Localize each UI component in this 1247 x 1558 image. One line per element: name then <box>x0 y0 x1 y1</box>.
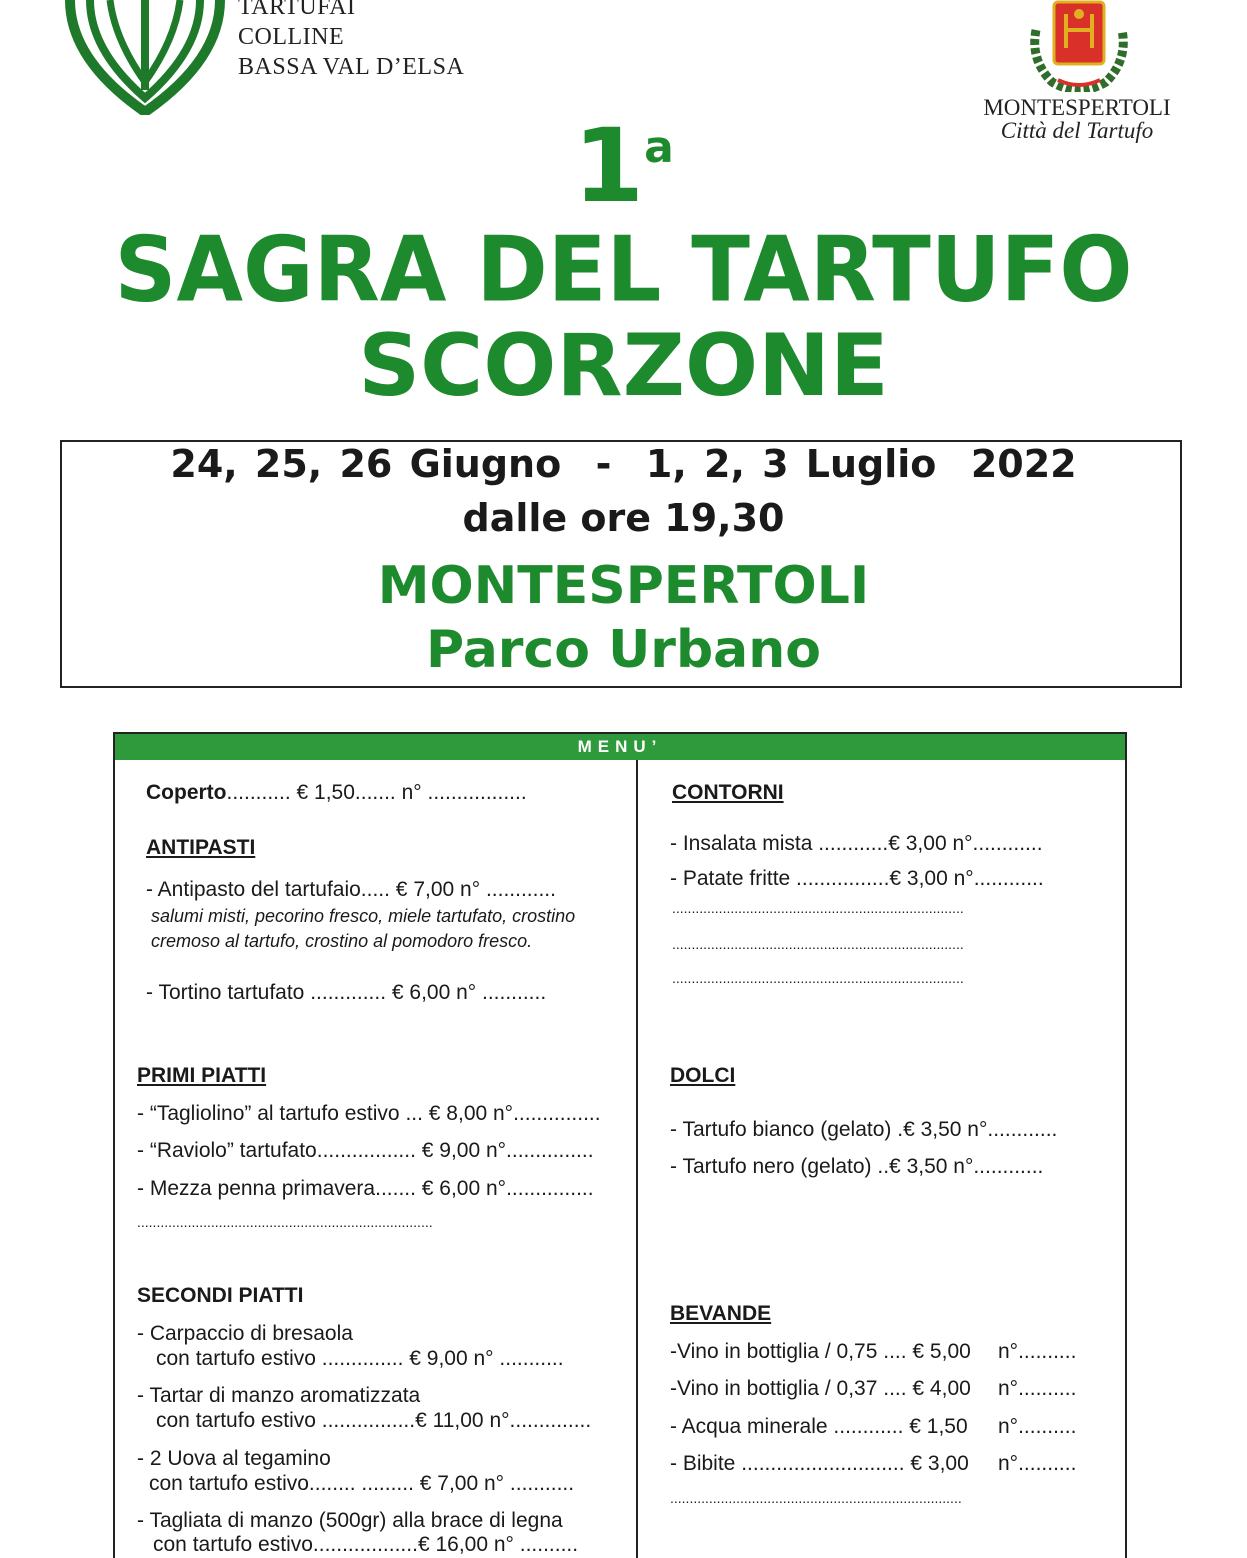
menu-item: - Acqua minerale ............ € 1,50 <box>670 1415 968 1438</box>
truffle-association-logo <box>60 0 230 115</box>
menu-item-count: n°.......... <box>998 1377 1077 1400</box>
section-heading-bevande: BEVANDE <box>670 1302 772 1325</box>
menu-item: -Vino in bottiglia / 0,75 .... € 5,00 <box>670 1340 971 1363</box>
section-heading-primi: PRIMI PIATTI <box>137 1064 267 1087</box>
menu-column-divider <box>636 760 638 1558</box>
coperto-line <box>146 781 527 805</box>
menu-item: - Mezza penna primavera....... € 6,00 n°............... <box>137 1177 594 1200</box>
menu-item: - Patate fritte ................€ 3,00 n°............ <box>670 867 1044 890</box>
section-heading-contorni: CONTORNI <box>672 781 784 804</box>
menu-item-price: con tartufo estivo .............. € 9,00 n° ........... <box>156 1347 564 1370</box>
blank-line: ........................................................................... <box>672 900 964 916</box>
menu-item: - Tartar di manzo aromatizzata <box>137 1384 421 1407</box>
edition-sup: a <box>644 122 674 173</box>
section-heading-secondi: SECONDI PIATTI <box>137 1284 304 1307</box>
menu-item-count: n°.......... <box>998 1452 1077 1475</box>
blank-line: ........................................................................... <box>672 970 964 986</box>
edition-num: 1 <box>573 107 645 226</box>
menu-item-count: n°.......... <box>998 1415 1077 1438</box>
menu-item: - “Raviolo” tartufato................. € 9,00 n°............... <box>137 1139 594 1162</box>
association-line: BASSA VAL D’ELSA <box>238 54 465 80</box>
menu-item-description: salumi misti, pecorino fresco, miele tartufato, crostino <box>151 906 576 926</box>
event-title-line2: SCORZONE <box>358 316 889 416</box>
town-name: MONTESPERTOLI <box>983 95 1171 120</box>
event-title-line1: SAGRA DEL TARTUFO <box>114 217 1133 323</box>
menu-item: - 2 Uova al tegamino <box>137 1447 331 1470</box>
event-dates: 24, 25, 26 Giugno - 1, 2, 3 Luglio 2022 <box>170 442 1077 486</box>
menu-item-count: n°.......... <box>998 1340 1077 1363</box>
menu-item: - Tortino tartufato ............. € 6,00 n° ........... <box>146 981 547 1004</box>
menu-item: - Tagliata di manzo (500gr) alla brace di legna <box>137 1509 563 1532</box>
section-heading-dolci: DOLCI <box>670 1064 736 1087</box>
coperto-price: ........... € 1,50....... n° ................. <box>226 781 527 804</box>
blank-line: ........................................................................... <box>672 936 964 952</box>
event-place: MONTESPERTOLI <box>377 556 870 616</box>
association-line: COLLINE <box>238 24 345 50</box>
menu-item: - Tartufo nero (gelato) ..€ 3,50 n°............ <box>670 1155 1044 1178</box>
association-line: TARTUFAI <box>238 0 356 20</box>
menu-item: - Antipasto del tartufaio..... € 7,00 n° ............ <box>146 878 556 901</box>
event-place-sub: Parco Urbano <box>425 620 822 680</box>
coperto-label: Coperto <box>146 781 227 804</box>
menu-item: - Tartufo bianco (gelato) .€ 3,50 n°............ <box>670 1118 1058 1141</box>
menu-item: - “Tagliolino” al tartufo estivo ... € 8,00 n°............... <box>137 1102 601 1125</box>
menu-item: -Vino in bottiglia / 0,37 .... € 4,00 <box>670 1377 971 1400</box>
menu-item: - Carpaccio di bresaola <box>137 1322 353 1345</box>
menu-item: - Insalata mista ............€ 3,00 n°............ <box>670 832 1043 855</box>
town-crest-icon <box>1022 0 1136 92</box>
blank-line: ........................................................................... <box>670 1490 962 1506</box>
town-subtitle: Città del Tartufo <box>1000 118 1154 143</box>
association-name <box>238 0 464 82</box>
menu-item-price: con tartufo estivo ................€ 11,00 n°.............. <box>156 1409 592 1432</box>
event-hours: dalle ore 19,30 <box>462 496 785 540</box>
menu-item: - Bibite ............................ € 3,00 <box>670 1452 969 1475</box>
section-heading-antipasti: ANTIPASTI <box>146 836 256 859</box>
menu-item-description: cremoso al tartufo, crostino al pomodoro fresco. <box>151 931 533 951</box>
blank-line: ............................................................................ <box>137 1214 433 1230</box>
menu-title: MENU’ <box>577 737 663 756</box>
menu-item-price: con tartufo estivo........ ......... € 7,00 n° ........... <box>149 1472 575 1495</box>
menu-item-price: con tartufo estivo..................€ 16,00 n° .......... <box>153 1533 579 1556</box>
